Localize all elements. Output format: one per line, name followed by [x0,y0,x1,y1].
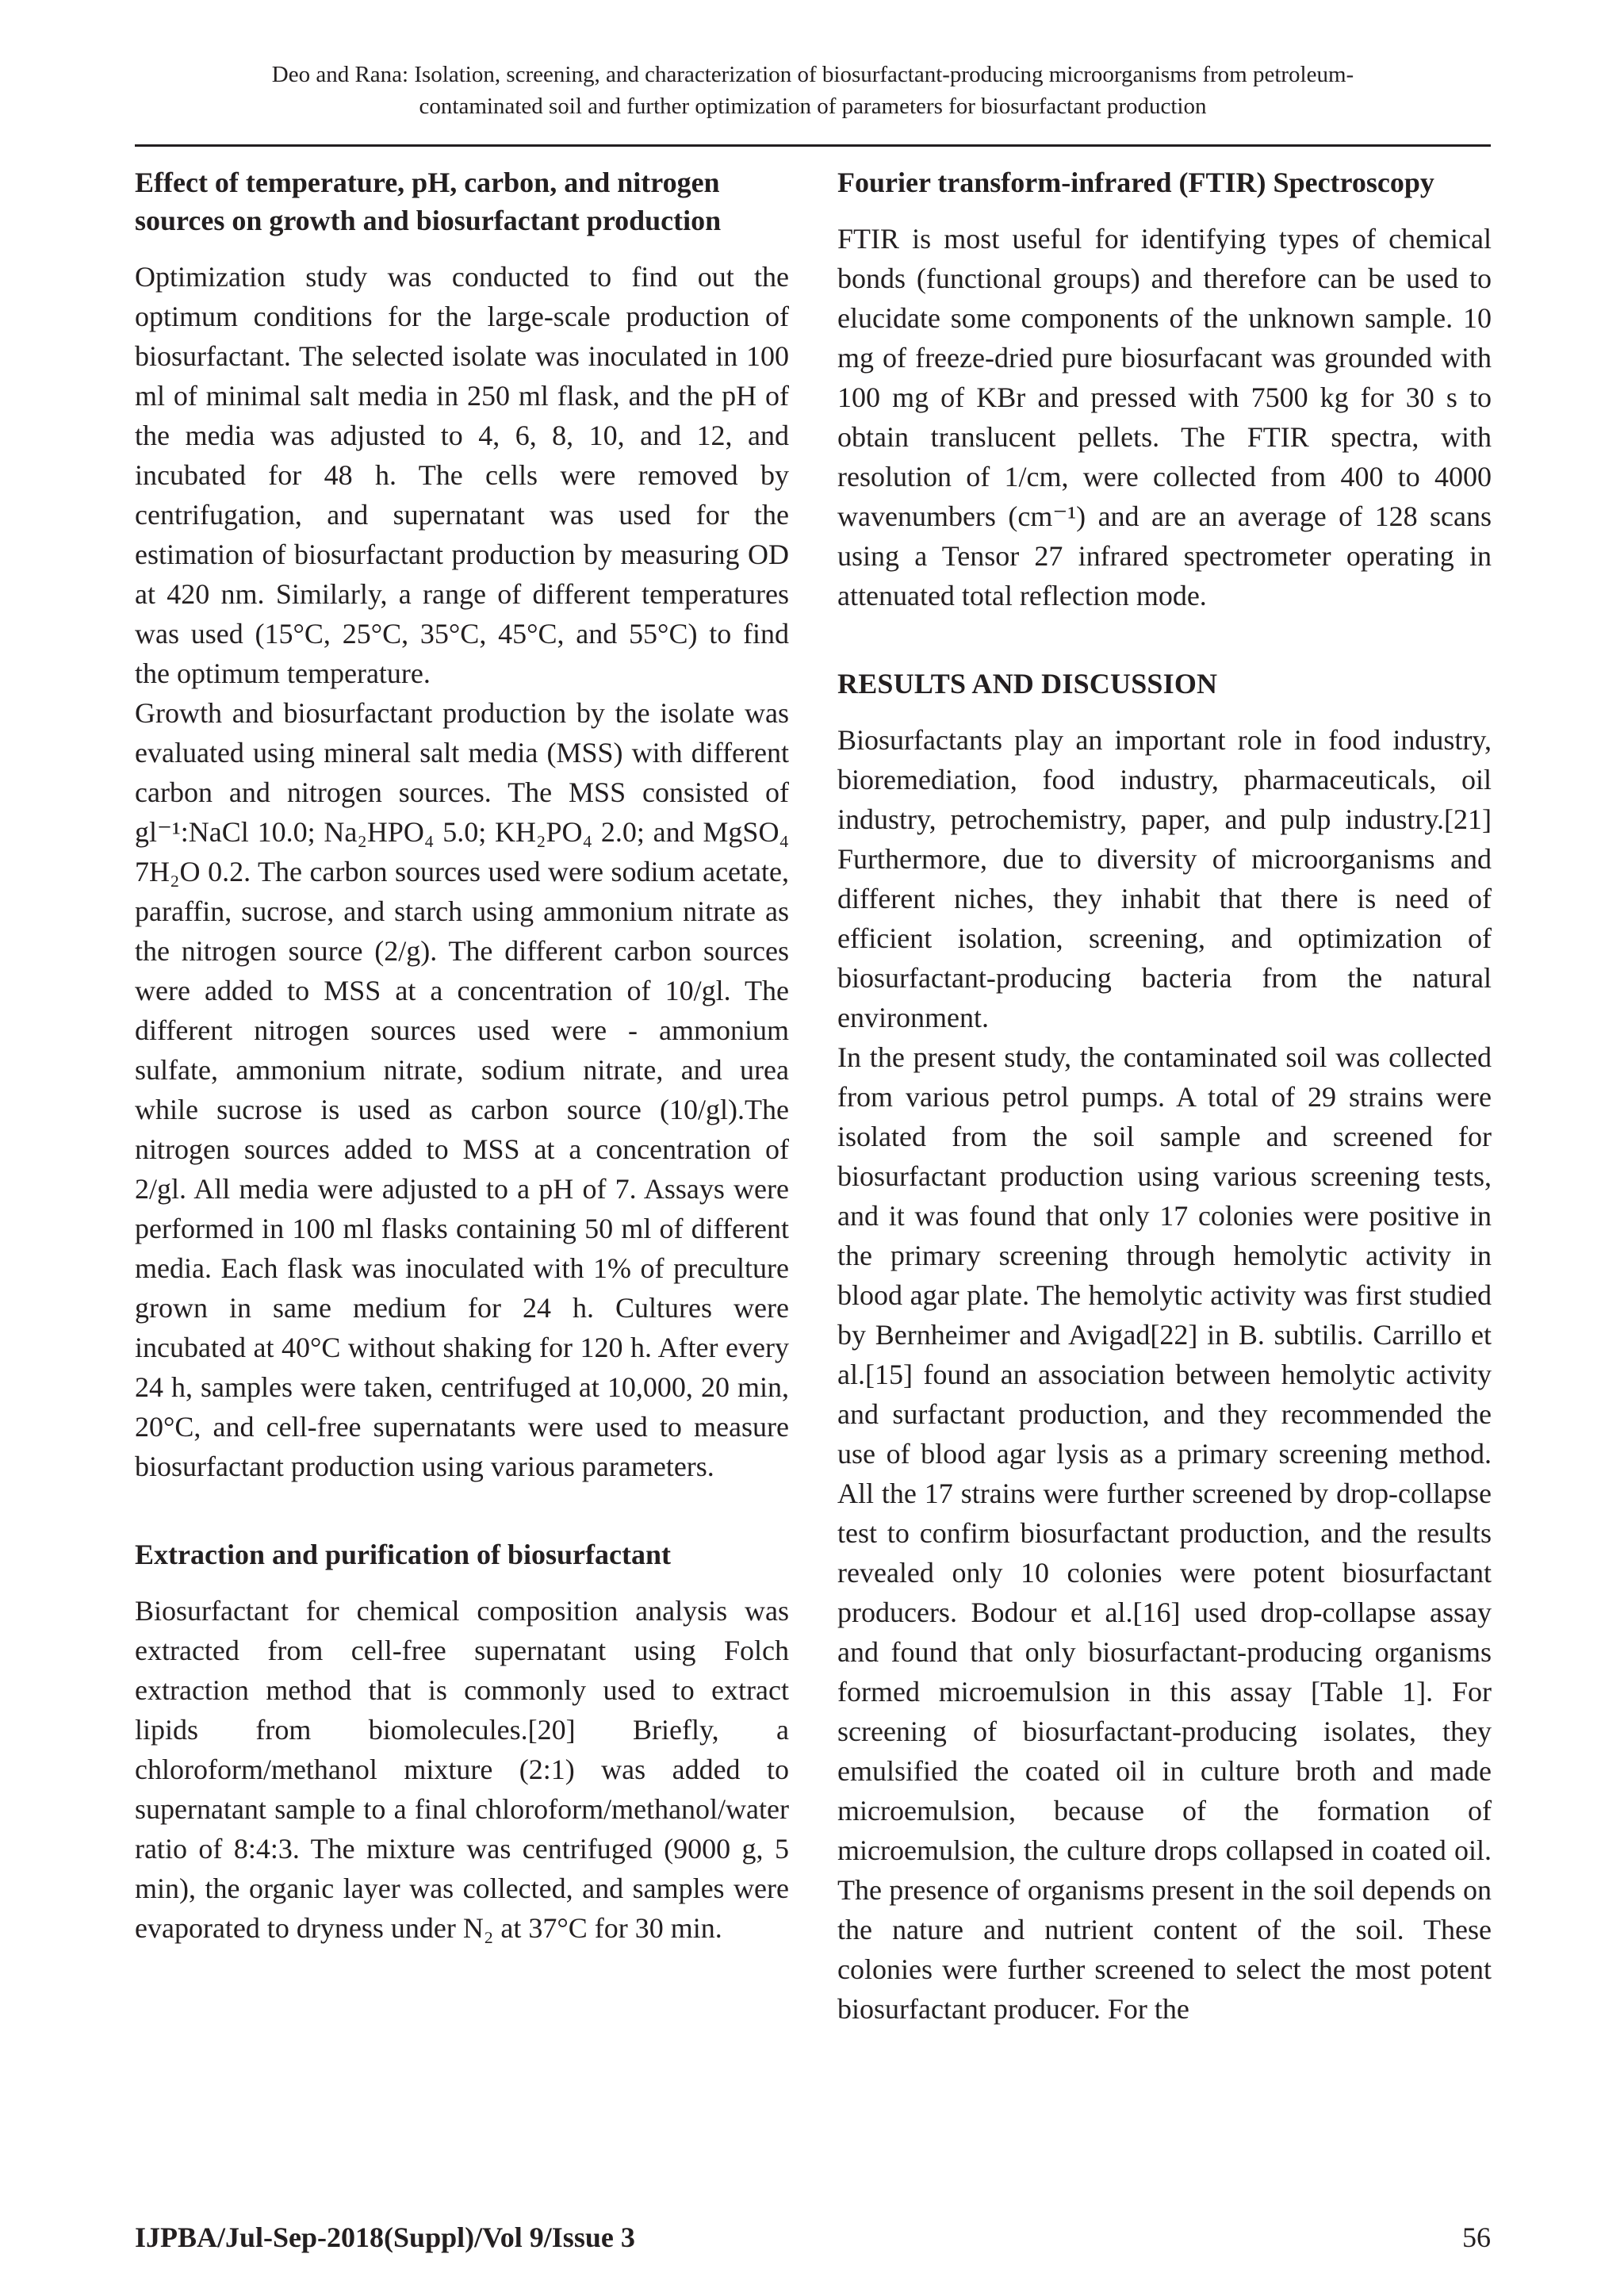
paragraph-ftir: FTIR is most useful for identifying types of chemical bonds (functional groups) and therefore can be used to elucidate some components of the unknown sample. 10 mg of freeze-dried pure biosurfacant was grounded with 100 mg of KBr and pressed with 7500 kg for 30 s to obtain translucent pellets. The FTIR spectra, with resolution of 1/cm, were collected from 400 to 4000 wavenumbers (cm⁻¹) and are an average of 128 scans using a Tensor 27 infrared spectrometer operating in attenuated total reflection mode. [837,223,1492,611]
running-header-line-2: contaminated soil and further optimization of parameters for biosurfactant production [419,94,1207,119]
right-column [837,163,1492,2029]
page-number: 56 [1462,2221,1491,2253]
footer-journal-citation: IJPBA/Jul-Sep-2018(Suppl)/Vol 9/Issue 3 [135,2221,635,2253]
section-heading-ftir: Fourier transform-infrared (FTIR) Spectroscopy [837,167,1434,198]
paragraph-biosurfactants-role: Biosurfactants play an important role in food industry, bioremediation, food industry, pharmaceuticals, oil industry, petrochemistry, paper, and pulp industry.[21] Furthermore, due to diversity of microorganisms and different niches, they inhabit that there is need of efficient isolation, screening, and optimization of biosurfactant-producing bacteria from the natural environment. [837,724,1492,1033]
paragraph-optimization-study: Optimization study was conducted to find out the optimum conditions for the large-scale production of biosurfactant. The selected isolate was inoculated in 100 ml of minimal salt media in 250 ml flask, and the pH of the media was adjusted to 4, 6, 8, 10, and 12, and incubated for 48 h. The cells were removed by centrifugation, and supernatant was used for the estimation of biosurfactant production by measuring OD at 420 nm. Similarly, a range of different temperatures was used (15°C, 25°C, 35°C, 45°C, and 55°C) to find the optimum temperature. [135,261,789,689]
paragraph-extraction: Biosurfactant for chemical composition analysis was extracted from cell-free supernatant using Folch extraction method that is commonly used to extract lipids from biomolecules.[20] Briefly, a chloroform/methanol mixture (2:1) was added to supernatant sample to a final chloroform/methanol/water ratio of 8:4:3. The mixture was centrifuged (9000 g, 5 min), the organic layer was collected, and samples were evaporated to dryness under N₂ at 37°C for 30 min. [135,1595,789,1944]
section-heading-extraction: Extraction and purification of biosurfactant [135,1539,672,1570]
paragraph-growth-mss: Growth and biosurfactant production by the isolate was evaluated using mineral salt media (MSS) with different carbon and nitrogen sources. The MSS consisted of gl⁻¹:NaCl 10.0; Na₂HPO₄ 5.0; KH₂PO₄ 2.0; and MgSO₄ 7H₂O 0.2. The carbon sources used were sodium acetate, paraffin, sucrose, and starch using ammonium nitrate as the nitrogen source (2/g). The different carbon sources were added to MSS at a concentration of 10/gl. The different nitrogen sources used were - ammonium sulfate, ammonium nitrate, sodium nitrate, and urea while sucrose is used as carbon source (10/gl).The nitrogen sources added to MSS at a concentration of 2/gl. All media were adjusted to a pH of 7. Assays were performed in 100 ml flasks containing 50 ml of different media. Each flask was inoculated with 1% of preculture grown in same medium for 24 h. Cultures were incubated at 40°C without shaking for 120 h. After every 24 h, samples were taken, centrifuged at 10,000, 20 min, 20°C, and cell-free supernatants were used to measure biosurfactant production using various parameters. [135,697,789,1482]
running-header [135,59,1491,122]
header-divider [135,144,1491,147]
paragraph-present-study: In the present study, the contaminated soil was collected from various petrol pumps. A total of 29 strains were isolated from the soil sample and screened for biosurfactant production using various screening tests, and it was found that only 17 colonies were positive in the primary screening through hemolytic activity in blood agar plate. The hemolytic activity was first studied by Bernheimer and Avigad[22] in B. subtilis. Carrillo et al.[15] found an association between hemolytic activity and surfactant production, and they recommended the use of blood agar lysis as a primary screening method. All the 17 strains were further screened by drop-collapse test to confirm biosurfactant production, and the results revealed only 10 colonies were potent biosurfactant producers. Bodour et al.[16] used drop-collapse assay and found that only biosurfactant-producing organisms formed microemulsion in this assay [Table 1]. For screening of biosurfactant-producing isolates, they emulsified the coated oil in culture broth and made microemulsion, because of the formation of microemulsion, the culture drops collapsed in coated oil. The presence of organisms present in the soil depends on the nature and nutrient content of the soil. These colonies were further screened to select the most potent biosurfactant producer. For the [837,1041,1492,2025]
left-column [135,163,789,1948]
section-heading-results: RESULTS AND DISCUSSION [837,668,1218,700]
section-heading-temperature-ph: Effect of temperature, pH, carbon, and nitrogen sources on growth and biosurfactant production [135,167,722,236]
running-header-line-1: Deo and Rana: Isolation, screening, and characterization of biosurfactant-producing microorganisms from petroleum- [271,62,1354,87]
